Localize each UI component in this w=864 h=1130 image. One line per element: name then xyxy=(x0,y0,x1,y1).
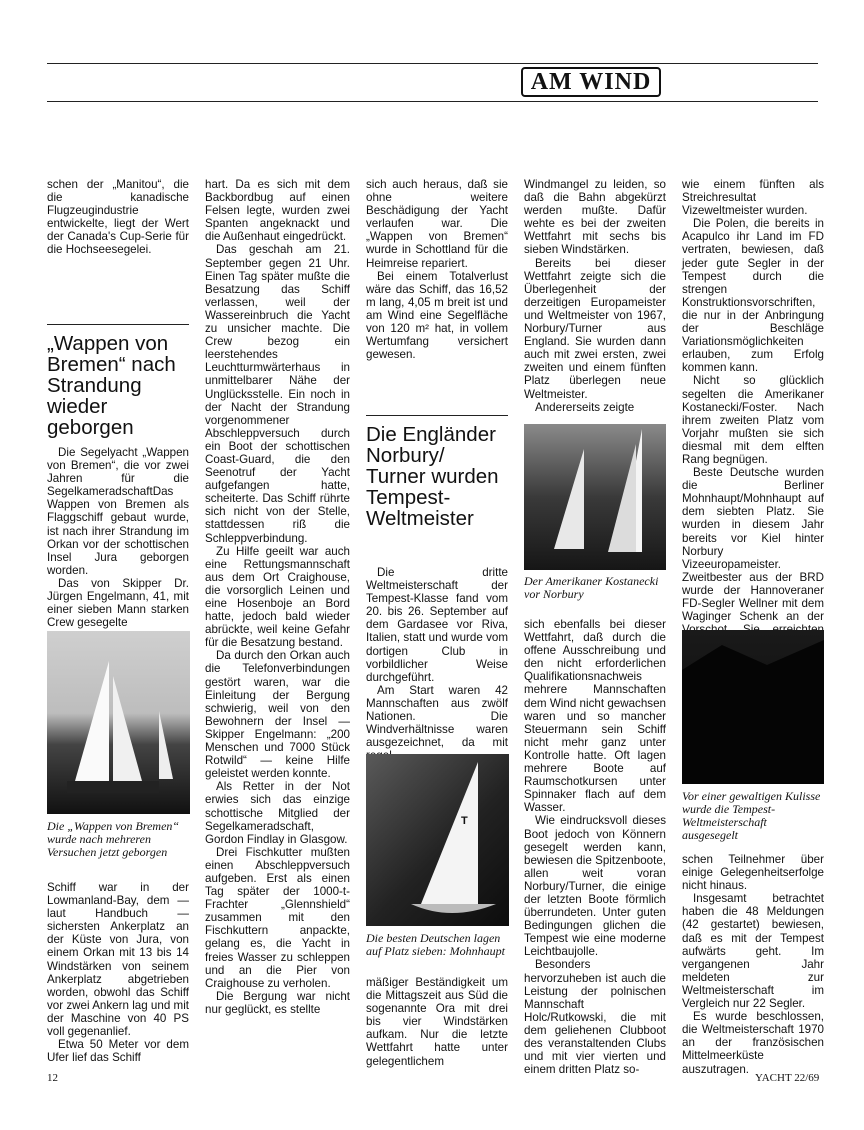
yacht-illustration xyxy=(47,631,190,814)
paragraph: mäßiger Beständigkeit um die Mittagszeit aus Süd die sogenannte Ora mit drei bis vier Windstärken aufkam. Nur die letzte Wettfahrt hatte unter gelegentlichem xyxy=(366,976,508,1068)
column-3b xyxy=(366,566,508,762)
photo-caption: Vor einer gewaltigen Kulisse wurde die Tempest-Weltmeisterschaft ausgesegelt xyxy=(682,789,821,842)
top-rule xyxy=(47,63,818,64)
paragraph: Am Start waren 42 Mannschaften aus zwölf Nationen. Die Windverhältnisse waren ausgezeichnet, da mit xyxy=(366,683,508,750)
column-5b xyxy=(682,853,824,1076)
photo-mohnhaupt xyxy=(366,754,509,926)
paragraph: Besonders hervorzuheben ist auch die Leistung der polnischen Mannschaft Holc/Rutkowski, die mit dem geliehenen Clubboot des veranstaltenden Clubs und mit vier vierten und einem dritten Platz so- xyxy=(524,958,666,1077)
headline: „Wappen von Bremen“ nach Strandung wieder geborgen xyxy=(47,332,176,439)
paragraph: Schiff war in der Lowmanland-Bay, dem — laut Handbuch — sichersten Ankerplatz an der Küste von Jura, von einem Orkan mit 13 bis 14 Windstärken von seinem Ankerplatz abgetrieben worden, obwohl das Schiff vor zwei Ankern lag und mit der Maschine von 40 PS voll gegenanlief. xyxy=(47,881,189,1039)
column-1c xyxy=(47,881,189,1064)
column-4b xyxy=(524,618,666,1076)
headline-tempest xyxy=(366,415,508,529)
column-4 xyxy=(524,178,666,414)
paragraph: sich ebenfalls bei dieser Wettfahrt, daß durch die offene Ausschreibung und den nicht erforderlichen Qualifikationsnachweis mehrere Mannschaften dem Wind nicht gewachsen waren und so mancher Steuermann sein Schiff nicht mehr ganz unter Kontrolle hatte. Oft lagen mehrere Boote auf Raumschotkursen unter Spinnaker flach auf dem Wasser. xyxy=(524,618,666,815)
paragraph: Zu Hilfe geeilt war auch eine Rettungsmannschaft aus dem Ort Craighouse, die vorsorglich Leinen und eine Hosenboje an Bord hatte, jedoch bald wieder abrückte, weil keine Gefahr für die Besatzung bestand. xyxy=(205,544,350,650)
paragraph: sich auch heraus, daß sie ohne weitere Beschädigung der Yacht verlaufen war. Die „Wappen von Bremen“ wurde in Schottland für die Heimreise repariert. xyxy=(366,178,508,270)
paragraph: hart. Da es sich mit dem Backbordbug auf einen Felsen legte, wurden zwei Spanten angeknackt und die Außenhaut eingedrückt. xyxy=(205,178,350,244)
paragraph: Nicht so glücklich segelten die Amerikaner Kostanecki/Foster. Nach ihrem zweiten Platz vom Vorjahr mußten sie sich diesmal mit dem elften Rang begnügen. xyxy=(682,374,824,466)
paragraph: Als Retter in der Not erwies sich das einzige schottische Mitglied der Segelkameradschaft, Gordon Findlay in Glasgow. xyxy=(205,780,350,846)
magazine-issue: YACHT 22/69 xyxy=(755,1072,820,1084)
headline-wappen xyxy=(47,324,189,438)
paragraph: Die Polen, die bereits in Acapulco ihr Land im FD vertraten, bewiesen, daß jeder gute Segler in der Tempest durch die strengen Konstruktionsvorschriften, die nur in der Anbringung der Beschläge Variationsmöglichkeiten erlauben, zum Erfolg kommen kann. xyxy=(682,217,824,375)
photo-caption: Die besten Deutschen lagen auf Platz sieben: Mohnhaupt xyxy=(366,931,505,958)
column-5 xyxy=(682,178,824,662)
paragraph: Wie eindrucksvoll dieses Boot jedoch von Könnern gesegelt werden kann, bewiesen die Spitzenboote, allen weit voran Norbury/Turner, die einige der letzten Boote förmlich überrundeten. Unter guten Bedingungen glichen die Tempest wie eine moderne Leichtbaujolle. xyxy=(524,814,666,959)
column-1 xyxy=(47,178,189,257)
paragraph: Das von Skipper Dr. Jürgen Engelmann, 41, mit einer sieben Mann starken Crew gesegelte xyxy=(47,576,189,630)
paragraph: Die Segelyacht „Wappen von Bremen“, die vor zwei Jahren für die SegelkameradschaftDas Wappen von Bremen als Flaggschiff gebaut wurde, ist nach ihrer Strandung im Orkan vor der schottischen Insel Jura geborgen worden. xyxy=(47,446,189,577)
photo-kulisse xyxy=(682,630,824,784)
column-3c xyxy=(366,976,508,1068)
paragraph: Andererseits zeigte xyxy=(535,400,635,414)
paragraph: Drei Fischkutter mußten einen Abschleppversuch aufgeben. Erst als einen Tag später der 1000-t-Frachter „Glennshield“ zusammen mit den Fischkuttern anpackte, gelang es, die Yacht in freies Wasser zu schleppen und an die Pier von Craighouse zu verholen. xyxy=(205,845,350,990)
photo-wappen-von-bremen xyxy=(47,631,190,814)
paragraph: Etwa 50 Meter vor dem Ufer lief das Schiff xyxy=(47,1038,189,1065)
paragraph: Bei einem Totalverlust wäre das Schiff, das 16,52 m lang, 4,05 m breit ist und am Wind eine Segelfläche von 120 m² hat, in vollem Wertumfang versichert gewesen. xyxy=(366,269,508,362)
mountain-backdrop-illustration xyxy=(682,630,824,784)
sail-number: T xyxy=(461,815,468,827)
paragraph: Da durch den Orkan auch die Telefonverbindungen gestört waren, war die Einleitung der Bergung schwierig, weil von den Bewohnern der Insel — Skipper Engelmann: „200 Menschen und 7000 Stück Rotwild“ — keine Hilfe geleistet werden konnte. xyxy=(205,649,350,781)
headline: Die Engländer Norbury/ Turner wurden Tempest-Weltmeister xyxy=(366,423,499,530)
paragraph: Die dritte Weltmeisterschaft der Tempest-Klasse fand vom 20. bis 26. September auf dem Gardasee vor Riva, Italien, statt und wurde vom dortigen Club in vorbildlicher Weise durchgeführt. xyxy=(366,566,508,684)
paragraph: Bereits bei dieser Wettfahrt zeigte sich die Überlegenheit der derzeitigen Europameister und Weltmeister von 1967, Norbury/Turner aus England. Sie wurden dann auch mit zwei ersten, zwei zweiten und einem fünften Platz überlegen neue Weltmeister. xyxy=(524,256,666,401)
paragraph: Insgesamt betrachtet haben die 48 Meldungen (42 gestartet) bewiesen, daß es mit der Tempest aufwärts geht. Im vergangenen Jahr meldeten zur Weltmeisterschaft im Vergleich nur 22 Segler. xyxy=(682,892,824,1011)
photo-caption: Der Amerikaner Kostanecki vor Norbury xyxy=(524,574,659,601)
paragraph: Die Bergung war nicht nur geglückt, es stellte xyxy=(205,989,350,1016)
two-sailboats-illustration xyxy=(524,424,666,570)
photo-caption: Die „Wappen von Bremen“ wurde nach mehreren Versuchen jetzt geborgen xyxy=(47,819,180,859)
photo-kostanecki xyxy=(524,424,666,570)
column-2 xyxy=(205,178,350,1016)
paragraph: wie einem fünften als Streichresultat Vizeweltmeister wurden. xyxy=(682,178,824,218)
paragraph: schen der „Manitou“, die die kanadische Flugzeugindustrie entwickelte, liegt der Wert der Canada's Cup-Serie für die Hochseesegelei. xyxy=(47,178,189,257)
top-rule-2 xyxy=(47,101,818,102)
page-number: 12 xyxy=(47,1072,58,1084)
paragraph: Das geschah am 21. September gegen 21 Uhr. Einen Tag später mußte die Besatzung das Schiff verlassen, weil der Wassereinbruch die Yacht zu unsicher machte. Die Crew bezog ein leerstehendes Leuchtturmwärterhaus in unmittelbarer Nähe der Unglücksstelle. Ein noch in der Nacht der Strandung vorgenommener Abschleppversuch durch ein Boot der schottischen Coast-Guard, die den Seenotruf der Yacht aufgefangen hatte, scheiterte. Das Schiff rührte sich nicht von der Stelle, stattdessen riß die Schleppverbindung. xyxy=(205,243,350,545)
section-logo-text: AM WIND xyxy=(530,68,652,95)
headline-rule xyxy=(366,415,508,416)
paragraph: Windmangel zu leiden, so daß die Bahn abgekürzt werden mußte. Dafür wehte es bei der zweiten Wettfahrt mit sechs bis sieben Windstärken. xyxy=(524,178,666,257)
column-1b xyxy=(47,446,189,629)
tempest-sail-illustration xyxy=(366,754,509,926)
paragraph: Es wurde beschlossen, die Weltmeisterschaft 1970 an der französischen Mittelmeerküste auszutragen. xyxy=(682,1010,824,1076)
paragraph: Beste Deutsche wurden die Berliner Mohnhaupt/Mohnhaupt auf dem siebten Platz. Sie wurden in diesem Jahr bereits vor Kiel hinter Norbury Vizeeuropameister. Zweitbester aus der BRD wurde der Hannoveraner FD-Segler Wellner mit dem Waginger Schenk an der xyxy=(682,466,824,624)
paragraph: schen Teilnehmer über einige Gelegenheitserfolge nicht hinaus. xyxy=(682,853,824,893)
section-logo xyxy=(521,67,661,97)
headline-rule xyxy=(47,324,189,325)
column-3 xyxy=(366,178,508,361)
